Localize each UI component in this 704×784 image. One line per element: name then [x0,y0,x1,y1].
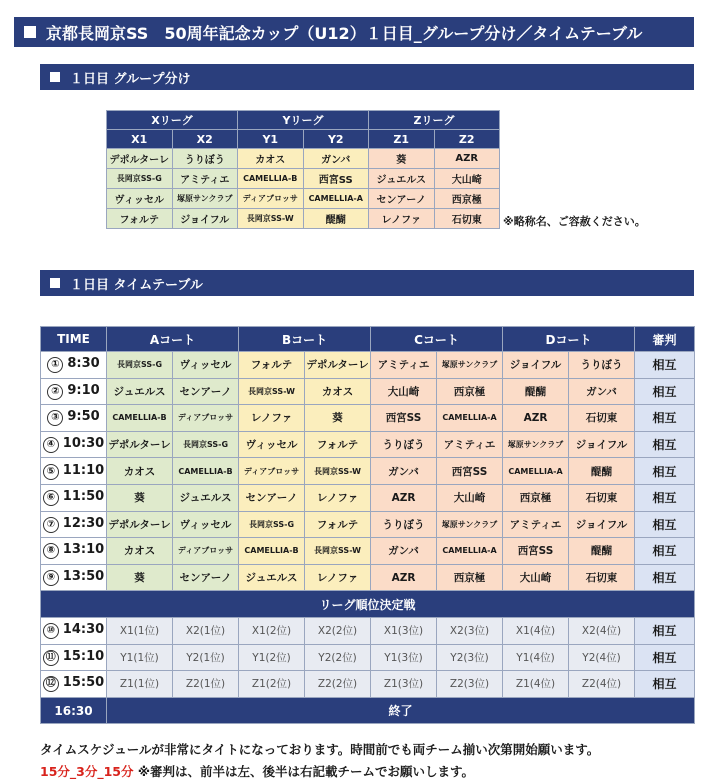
match-team-cell: 塚原サンクラブ [437,511,503,538]
square-icon [24,26,36,38]
group-header-row [107,130,500,149]
match-team-cell: 長岡京SS-W [305,538,371,565]
referee-cell: 相互 [635,484,695,511]
match-number: ③ [47,410,63,426]
slot-time [41,484,107,511]
match-team-cell: うりぼう [569,352,635,379]
match-team-cell: デポルターレ [107,431,173,458]
slot-time [41,617,107,644]
court-b-header: Bコート [239,327,371,352]
match-team-cell: X2(1位) [173,617,239,644]
group-section-header [40,64,694,90]
match-team-cell: ヴィッセル [173,511,239,538]
match-team-cell: カオス [305,378,371,405]
group-row [107,189,500,209]
time-label: 9:10 [67,382,100,398]
match-team-cell: レノファ [239,405,305,432]
match-team-cell: 長岡京SS-G [173,431,239,458]
time-label: 13:50 [62,569,105,585]
match-number: ⑤ [43,464,59,480]
court-header-row [41,327,695,352]
match-team-cell: AZR [371,484,437,511]
team-cell: 醍醐 [303,209,369,229]
match-number: ⑩ [43,623,59,639]
team-cell: CAMELLIA-B [238,169,304,189]
match-team-cell: 大山崎 [371,378,437,405]
referee-cell: 相互 [635,564,695,591]
match-team-cell: X2(4位) [569,617,635,644]
match-team-cell: 長岡京SS-G [239,511,305,538]
group-table [106,110,500,229]
referee-header: 審判 [635,327,695,352]
match-team-cell: AZR [371,564,437,591]
match-team-cell: CAMELLIA-A [437,538,503,565]
divider-row [41,591,695,618]
match-team-cell: ガンバ [371,458,437,485]
match-team-cell: ジョイフル [569,431,635,458]
court-d-header: Dコート [503,327,635,352]
match-team-cell: デポルターレ [107,511,173,538]
footer-note-2 [40,762,474,780]
time-table [40,326,695,724]
group-header: X1 [107,130,173,149]
match-team-cell: X1(2位) [239,617,305,644]
match-team-cell: 石切東 [569,484,635,511]
match-team-cell: センアーノ [173,564,239,591]
match-team-cell: Y2(1位) [173,644,239,671]
match-number: ④ [43,437,59,453]
time-label: 11:10 [62,462,105,478]
match-team-cell: Y2(2位) [305,644,371,671]
match-team-cell: ジョイフル [569,511,635,538]
group-section-title: １日目 グループ分け [70,71,191,87]
match-team-cell: デポルターレ [305,352,371,379]
match-team-cell: フォルテ [305,431,371,458]
team-cell: ガンバ [303,149,369,169]
match-team-cell: アミティエ [437,431,503,458]
time-section-header [40,270,694,296]
time-label: 13:10 [62,542,105,558]
group-note: ※略称名、ご容赦ください。 [503,215,646,228]
match-team-cell: 葵 [107,564,173,591]
match-team-cell: ヴィッセル [173,352,239,379]
match-team-cell: 大山崎 [503,564,569,591]
time-label: 9:50 [67,409,100,425]
team-cell: 大山崎 [434,169,500,189]
slot-time [41,671,107,698]
team-cell: AZR [434,149,500,169]
match-team-cell: Z2(4位) [569,671,635,698]
referee-cell: 相互 [635,458,695,485]
schedule-row [41,538,695,565]
end-label: 終了 [107,697,695,724]
schedule-row [41,378,695,405]
match-number: ⑧ [43,543,59,559]
match-team-cell: Z1(2位) [239,671,305,698]
court-c-header: Cコート [371,327,503,352]
match-team-cell: Z1(1位) [107,671,173,698]
match-team-cell: 醍醐 [569,538,635,565]
match-team-cell: CAMELLIA-B [173,458,239,485]
team-cell: ジュエルス [369,169,435,189]
slot-time [41,538,107,565]
match-team-cell: センアーノ [173,378,239,405]
match-team-cell: アミティエ [503,511,569,538]
match-team-cell: ディアブロッサ [239,458,305,485]
slot-time [41,644,107,671]
match-number: ② [47,384,63,400]
referee-cell: 相互 [635,617,695,644]
match-team-cell: カオス [107,458,173,485]
match-team-cell: 西京極 [437,564,503,591]
match-team-cell: ガンバ [569,378,635,405]
time-section-title: １日目 タイムテーブル [70,277,203,293]
match-team-cell: アミティエ [371,352,437,379]
match-team-cell: Y1(3位) [371,644,437,671]
schedule-row [41,564,695,591]
time-label: 15:10 [62,648,105,664]
schedule-row [41,484,695,511]
footer-note: タイムスケジュールが非常にタイトになっております。時間前でも両チーム揃い次第開始願います。 [40,742,600,757]
match-team-cell: 長岡京SS-W [239,378,305,405]
slot-time [41,431,107,458]
group-row [107,209,500,229]
playoff-label: リーグ順位決定戦 [41,591,695,618]
group-header: Z2 [434,130,500,149]
title-text: 京都長岡京SS 50周年記念カップ（U12）１日目_グループ分け／タイムテーブル [46,23,643,43]
match-team-cell: ディアブロッサ [173,538,239,565]
group-header: Y2 [303,130,369,149]
referee-cell: 相互 [635,431,695,458]
match-number: ⑥ [43,490,59,506]
match-team-cell: X1(3位) [371,617,437,644]
referee-cell: 相互 [635,511,695,538]
team-cell: 塚原サンクラブ [172,189,238,209]
document-title [14,17,694,47]
time-table-body [41,352,695,724]
league-header: Zリーグ [369,111,500,130]
match-team-cell: 西京極 [503,484,569,511]
match-team-cell: 大山崎 [437,484,503,511]
schedule-row [41,671,695,698]
league-header: Yリーグ [238,111,369,130]
schedule-row [41,458,695,485]
match-number: ⑨ [43,570,59,586]
referee-cell: 相互 [635,378,695,405]
match-number: ⑫ [43,676,59,692]
match-team-cell: 西宮SS [503,538,569,565]
match-team-cell: 長岡京SS-G [107,352,173,379]
referee-cell: 相互 [635,644,695,671]
match-team-cell: ヴィッセル [239,431,305,458]
match-team-cell: 葵 [107,484,173,511]
time-header: TIME [41,327,107,352]
match-team-cell: Y2(3位) [437,644,503,671]
schedule-row [41,617,695,644]
match-team-cell: 石切東 [569,564,635,591]
match-team-cell: センアーノ [239,484,305,511]
team-cell: カオス [238,149,304,169]
referee-cell: 相互 [635,352,695,379]
match-team-cell: Z2(1位) [173,671,239,698]
slot-time [41,458,107,485]
group-row [107,169,500,189]
referee-cell: 相互 [635,405,695,432]
match-number: ⑪ [43,650,59,666]
end-row [41,697,695,724]
match-team-cell: CAMELLIA-A [503,458,569,485]
schedule-row [41,644,695,671]
match-team-cell: ジュエルス [107,378,173,405]
court-a-header: Aコート [107,327,239,352]
match-team-cell: Z2(3位) [437,671,503,698]
match-team-cell: ジュエルス [173,484,239,511]
schedule-row [41,511,695,538]
slot-time [41,378,107,405]
team-cell: ヴィッセル [107,189,173,209]
match-team-cell: X2(3位) [437,617,503,644]
match-team-cell: X1(4位) [503,617,569,644]
match-team-cell: ジュエルス [239,564,305,591]
group-header: X2 [172,130,238,149]
team-cell: CAMELLIA-A [303,189,369,209]
time-label: 10:30 [62,436,105,452]
match-team-cell: ガンバ [371,538,437,565]
team-cell: 長岡京SS-W [238,209,304,229]
team-cell: ディアブロッサ [238,189,304,209]
slot-time [41,405,107,432]
team-cell: 西京極 [434,189,500,209]
group-table-body [107,149,500,229]
match-team-cell: X1(1位) [107,617,173,644]
team-cell: デポルターレ [107,149,173,169]
match-team-cell: 醍醐 [503,378,569,405]
match-team-cell: CAMELLIA-A [437,405,503,432]
match-team-cell: CAMELLIA-B [107,405,173,432]
match-team-cell: 塚原サンクラブ [503,431,569,458]
time-label: 11:50 [62,489,105,505]
match-team-cell: 醍醐 [569,458,635,485]
match-team-cell: Z1(4位) [503,671,569,698]
match-team-cell: 西京極 [437,378,503,405]
time-label: 15:50 [62,675,105,691]
slot-time [41,564,107,591]
group-header: Z1 [369,130,435,149]
match-team-cell: カオス [107,538,173,565]
match-team-cell: Y1(1位) [107,644,173,671]
match-team-cell: 葵 [305,405,371,432]
match-team-cell: Y2(4位) [569,644,635,671]
league-header: Xリーグ [107,111,238,130]
match-team-cell: 西宮SS [437,458,503,485]
match-team-cell: X2(2位) [305,617,371,644]
match-team-cell: 石切東 [569,405,635,432]
match-team-cell: Z1(3位) [371,671,437,698]
match-team-cell: Z2(2位) [305,671,371,698]
time-label: 14:30 [62,622,105,638]
match-number: ⑦ [43,517,59,533]
match-team-cell: CAMELLIA-B [239,538,305,565]
match-team-cell: レノファ [305,564,371,591]
match-team-cell: Y1(4位) [503,644,569,671]
square-icon [50,278,60,288]
team-cell: センアーノ [369,189,435,209]
square-icon [50,72,60,82]
match-team-cell: 塚原サンクラブ [437,352,503,379]
match-team-cell: AZR [503,405,569,432]
match-team-cell: フォルテ [239,352,305,379]
team-cell: うりぼう [172,149,238,169]
team-cell: レノファ [369,209,435,229]
match-team-cell: ジョイフル [503,352,569,379]
match-team-cell: 西宮SS [371,405,437,432]
match-team-cell: ディアブロッサ [173,405,239,432]
team-cell: ジョイフル [172,209,238,229]
match-team-cell: Y1(2位) [239,644,305,671]
referee-note: ※審判は、前半は左、後半は右記載チームでお願いします。 [137,764,475,779]
match-team-cell: レノファ [305,484,371,511]
team-cell: アミティエ [172,169,238,189]
league-header-row [107,111,500,130]
team-cell: 長岡京SS-G [107,169,173,189]
time-label: 8:30 [67,356,100,372]
match-team-cell: うりぼう [371,511,437,538]
match-number: ① [47,357,63,373]
referee-cell: 相互 [635,538,695,565]
match-team-cell: フォルテ [305,511,371,538]
time-label: 12:30 [62,515,105,531]
schedule-row [41,431,695,458]
team-cell: 石切東 [434,209,500,229]
slot-time [41,352,107,379]
schedule-row [41,405,695,432]
match-duration: 15分_3分_15分 [40,764,134,779]
team-cell: フォルテ [107,209,173,229]
schedule-row [41,352,695,379]
match-team-cell: 長岡京SS-W [305,458,371,485]
group-header: Y1 [238,130,304,149]
group-row [107,149,500,169]
referee-cell: 相互 [635,671,695,698]
match-team-cell: うりぼう [371,431,437,458]
team-cell: 葵 [369,149,435,169]
slot-time [41,511,107,538]
team-cell: 西宮SS [303,169,369,189]
end-time: 16:30 [41,697,107,724]
